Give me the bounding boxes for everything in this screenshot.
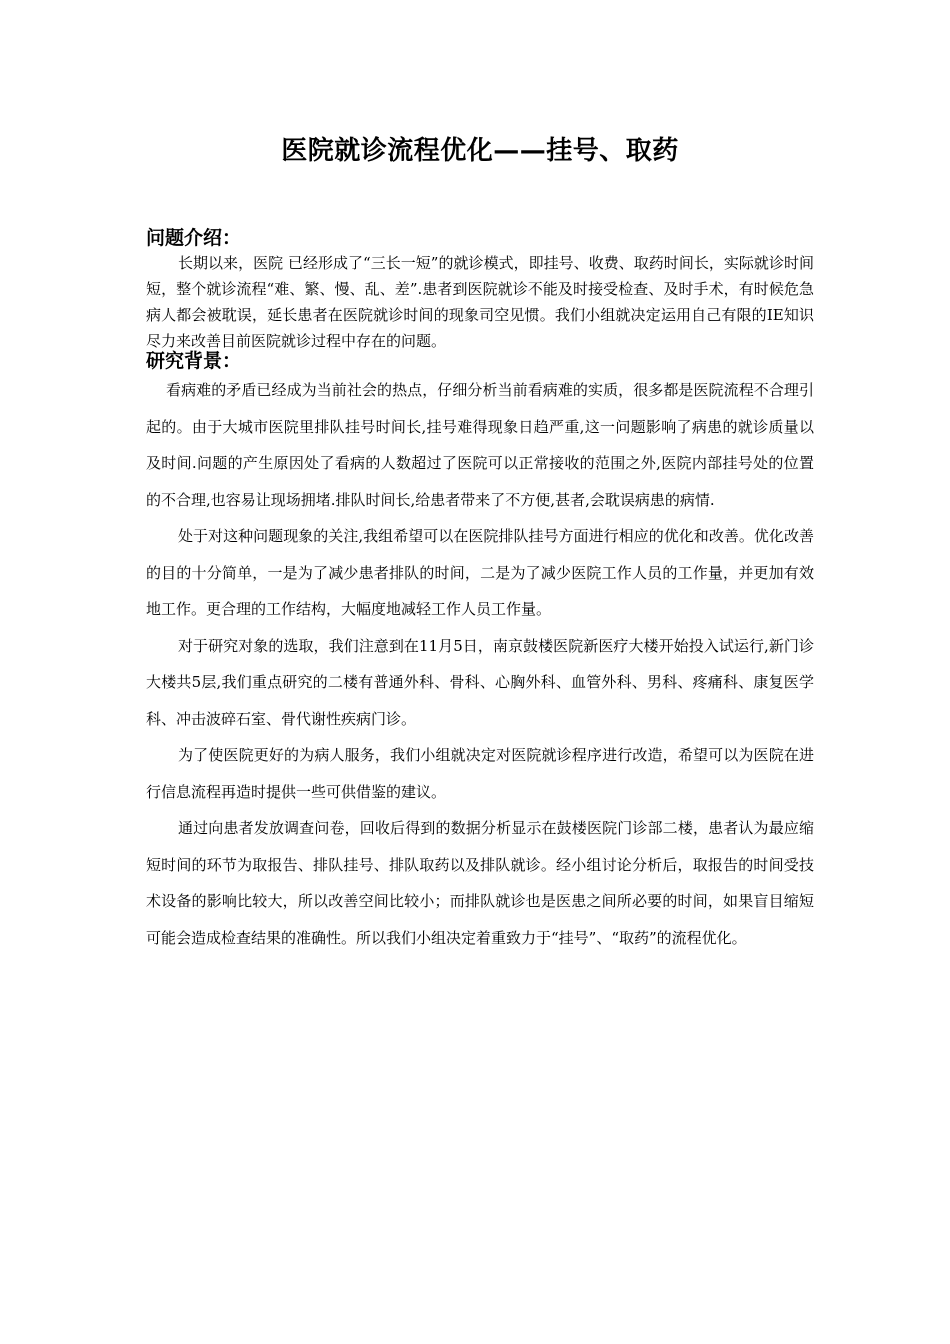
background-paragraph: 看病难的矛盾已经成为当前社会的热点，仔细分析当前看病难的实质，很多都是医院流程不合理引起的。由于大城市医院里排队挂号时间长,挂号难得现象日趋严重,这一问题影响了病患的就诊质量以及时间.问题的产生原因处了看病的人数超过了医院可以正常接收的范围之外,医院内部挂号处的位置的不合理,也容易让现场拥堵.排队时间长,给患者带来了不方便,甚者,会耽误病患的病情. [146,381,814,509]
section-heading-intro: 问题介绍： [146,227,242,249]
background-paragraph: 对于研究对象的选取，我们注意到在11月5日，南京鼓楼医院新医疗大楼开始投入试运行,新门诊大楼共5层,我们重点研究的二楼有普通外科、骨科、心胸外科、血管外科、男科、疼痛科、康复医学科、冲击波碎石室、骨代谢性疾病门诊。 [146,636,814,728]
section-heading-background: 研究背景： [146,350,242,372]
background-section-body [146,372,814,956]
background-paragraph: 处于对这种问题现象的关注,我组希望可以在医院排队挂号方面进行相应的优化和改善。优化改善的目的十分简单，一是为了减少患者排队的时间，二是为了减少医院工作人员的工作量，并更加有效地工作。更合理的工作结构，大幅度地减轻工作人员工作量。 [146,527,814,618]
background-paragraph: 为了使医院更好的为病人服务，我们小组就决定对医院就诊程序进行改造，希望可以为医院在进行信息流程再造时提供一些可供借鉴的建议。 [146,746,814,801]
document-title: 医院就诊流程优化——挂号、取药 [281,136,679,166]
background-paragraph: 通过向患者发放调查问卷，回收后得到的数据分析显示在鼓楼医院门诊部二楼，患者认为最应缩短时间的环节为取报告、排队挂号、排队取药以及排队就诊。经小组讨论分析后，取报告的时间受技术设备的影响比较大，所以改善空间比较小；而排队就诊也是医患之间所必要的时间，如果盲目缩短可能会造成检查结果的准确性。所以我们小组决定着重致力于“挂号”、“取药”的流程优化。 [146,819,814,947]
intro-paragraph: 长期以来，医院 已经形成了“三长一短”的就诊模式，即挂号、收费、取药时间长，实际就诊时间短，整个就诊流程“难、繁、慢、乱、差”.患者到医院就诊不能及时接受检查、及时手术，有时候危急病人都会被耽误，延长患者在医院就诊时间的现象司空见惯。我们小组就决定运用自己有限的IE知识尽力来改善目前医院就诊过程中存在的问题。 [146,254,814,350]
